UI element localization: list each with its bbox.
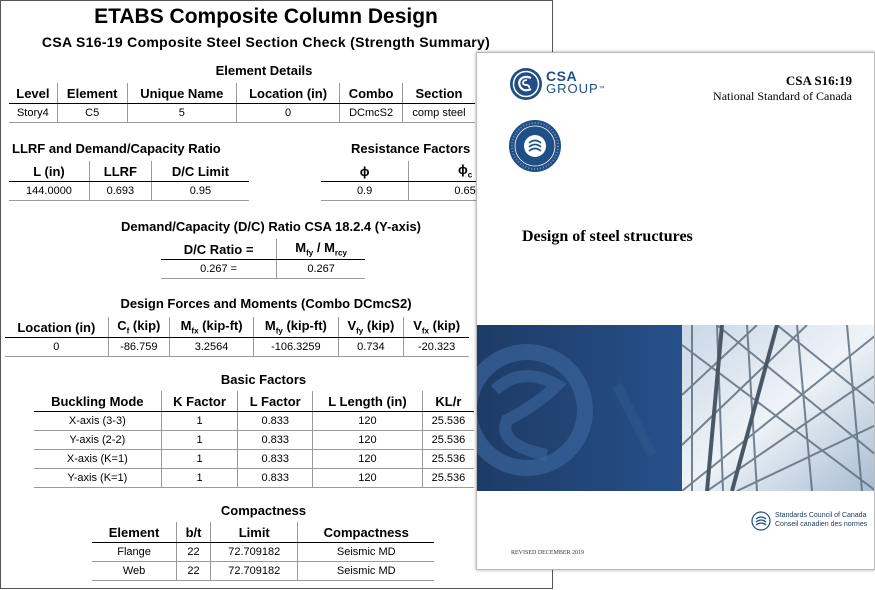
header-dc-limit: D/C Limit [151, 161, 249, 182]
header-l-length: L Length (in) [313, 391, 423, 412]
cell-compactness: Seismic MD [298, 543, 434, 562]
table-row [5, 338, 469, 357]
resistance-heading: Resistance Factors [351, 141, 471, 156]
header-compactness: Compactness [298, 522, 434, 543]
cell-k: 1 [161, 469, 238, 488]
csa-logo-icon [509, 67, 543, 101]
cell-len: 120 [313, 450, 423, 469]
cell-klr: 25.536 [422, 431, 474, 450]
cell-section: comp steel [403, 104, 476, 123]
standard-code: CSA S16:19 [785, 73, 852, 88]
header-unique-name: Unique Name [127, 83, 236, 104]
cell-k: 1 [161, 431, 238, 450]
header-mfy-mrcy: $M_{fy} / M_{rcy}$ [277, 239, 365, 260]
design-forces-table [5, 317, 469, 357]
table-row [161, 260, 365, 279]
steel-structure-photo [477, 325, 875, 491]
cell-lf: 0.833 [238, 469, 313, 488]
cell-lf: 0.833 [238, 431, 313, 450]
table-header-row [9, 161, 249, 182]
cell-dc-limit: 0.95 [151, 182, 249, 201]
cell-mfx: 3.2564 [169, 338, 253, 357]
table-row [92, 562, 434, 581]
header-cf: $C_f$ (kip) [108, 317, 169, 338]
header-limit: Limit [211, 522, 298, 543]
cell-mode: X-axis (K=1) [34, 450, 161, 469]
report-subtitle: CSA S16-19 Composite Steel Section Check (Strength Summary) [41, 34, 491, 50]
header-element: Element [57, 83, 127, 104]
csa-group-logo [509, 67, 619, 101]
cell-mode: Y-axis (2-2) [34, 431, 161, 450]
csa-logo-text: CSA [546, 68, 578, 84]
cell-llrf: 0.693 [90, 182, 152, 201]
table-header-row [161, 239, 365, 260]
design-forces-heading: Design Forces and Moments (Combo DCmcS2) [120, 296, 412, 311]
cell-lf: 0.833 [238, 450, 313, 469]
cell-klr: 25.536 [422, 412, 474, 431]
cell-bt: 22 [177, 562, 211, 581]
header-l-factor: L Factor [238, 391, 313, 412]
cell-element: C5 [57, 104, 127, 123]
table-header-row [9, 83, 475, 104]
table-row [34, 431, 474, 450]
national-standard-label: National Standard of Canada [713, 89, 852, 103]
table-row [9, 104, 475, 123]
table-header-row [92, 522, 434, 543]
cell-element: Web [92, 562, 177, 581]
revised-date: REVISED DECEMBER 2019 [511, 550, 585, 556]
cell-limit: 72.709182 [211, 543, 298, 562]
cell-k: 1 [161, 412, 238, 431]
cell-l: 144.0000 [9, 182, 90, 201]
cell-compactness: Seismic MD [298, 562, 434, 581]
cell-unique-name: 5 [127, 104, 236, 123]
compactness-heading: Compactness [220, 503, 307, 518]
scc-text [775, 511, 867, 529]
header-kl-r: KL/r [422, 391, 474, 412]
report-title: ETABS Composite Column Design [94, 5, 438, 28]
element-details-table [9, 83, 475, 123]
table-header-row [34, 391, 474, 412]
cell-mfy: -106.3259 [254, 338, 338, 357]
cell-len: 120 [313, 469, 423, 488]
llrf-table [9, 161, 249, 201]
basic-factors-table [34, 391, 474, 488]
cell-location: 0 [236, 104, 339, 123]
cell-mode: Y-axis (K=1) [34, 469, 161, 488]
dc-ratio-heading: Demand/Capacity (D/C) Ratio CSA 18.2.4 (Y-axis) [120, 219, 422, 234]
header-dc-ratio: D/C Ratio = [161, 239, 277, 260]
cell-location: 0 [5, 338, 108, 357]
cell-limit: 72.709182 [211, 562, 298, 581]
cell-cf: -86.759 [108, 338, 169, 357]
cell-len: 120 [313, 412, 423, 431]
header-l: L (in) [9, 161, 90, 182]
cell-vfy: 0.734 [338, 338, 404, 357]
csa-cover-page [476, 52, 875, 570]
cell-klr: 25.536 [422, 450, 474, 469]
header-location: Location (in) [5, 317, 108, 338]
cell-dc-ratio: 0.267 = [161, 260, 277, 279]
cell-element: Flange [92, 543, 177, 562]
cover-title: Design of steel structures [522, 228, 693, 245]
national-standard-seal-icon [508, 119, 562, 173]
standard-identifier [713, 73, 852, 104]
table-row [34, 412, 474, 431]
header-combo: Combo [340, 83, 403, 104]
header-phi-c: $\phi_c$ [409, 161, 521, 182]
table-row [9, 182, 249, 201]
header-mfy: $M_{fy}$ (kip-ft) [254, 317, 338, 338]
cell-mfy-mrcy: 0.267 [277, 260, 365, 279]
header-element: Element [92, 522, 177, 543]
cell-len: 120 [313, 431, 423, 450]
cell-mode: X-axis (3-3) [34, 412, 161, 431]
element-details-heading: Element Details [215, 63, 313, 78]
scc-french: Conseil canadien des normes [775, 521, 868, 528]
dc-ratio-table [161, 239, 365, 279]
basic-factors-heading: Basic Factors [220, 372, 307, 387]
compactness-table [92, 522, 434, 581]
cell-level: Story4 [9, 104, 57, 123]
header-vfx: $V_{fx}$ (kip) [404, 317, 469, 338]
cell-klr: 25.536 [422, 469, 474, 488]
llrf-heading: LLRF and Demand/Capacity Ratio [12, 141, 221, 156]
header-buckling-mode: Buckling Mode [34, 391, 161, 412]
cell-phi-c: 0.65 [409, 182, 521, 201]
header-location: Location (in) [236, 83, 339, 104]
table-row [34, 450, 474, 469]
cell-vfx: -20.323 [404, 338, 469, 357]
csa-logo-subtext: GROUP™ [546, 81, 606, 96]
cell-combo: DCmcS2 [340, 104, 403, 123]
header-llrf: LLRF [90, 161, 152, 182]
cell-k: 1 [161, 450, 238, 469]
scc-english: Standards Council of Canada [775, 512, 867, 519]
table-row [34, 469, 474, 488]
cell-bt: 22 [177, 543, 211, 562]
scc-logo-icon [751, 511, 771, 531]
header-section: Section [403, 83, 476, 104]
header-k-factor: K Factor [161, 391, 238, 412]
header-level: Level [9, 83, 57, 104]
header-bt: b/t [177, 522, 211, 543]
header-vfy: $V_{fy}$ (kip) [338, 317, 404, 338]
header-phi: ϕ [321, 161, 409, 182]
table-row [92, 543, 434, 562]
table-header-row [5, 317, 469, 338]
header-mfx: $M_{fx}$ (kip-ft) [169, 317, 253, 338]
cell-phi: 0.9 [321, 182, 409, 201]
cell-lf: 0.833 [238, 412, 313, 431]
